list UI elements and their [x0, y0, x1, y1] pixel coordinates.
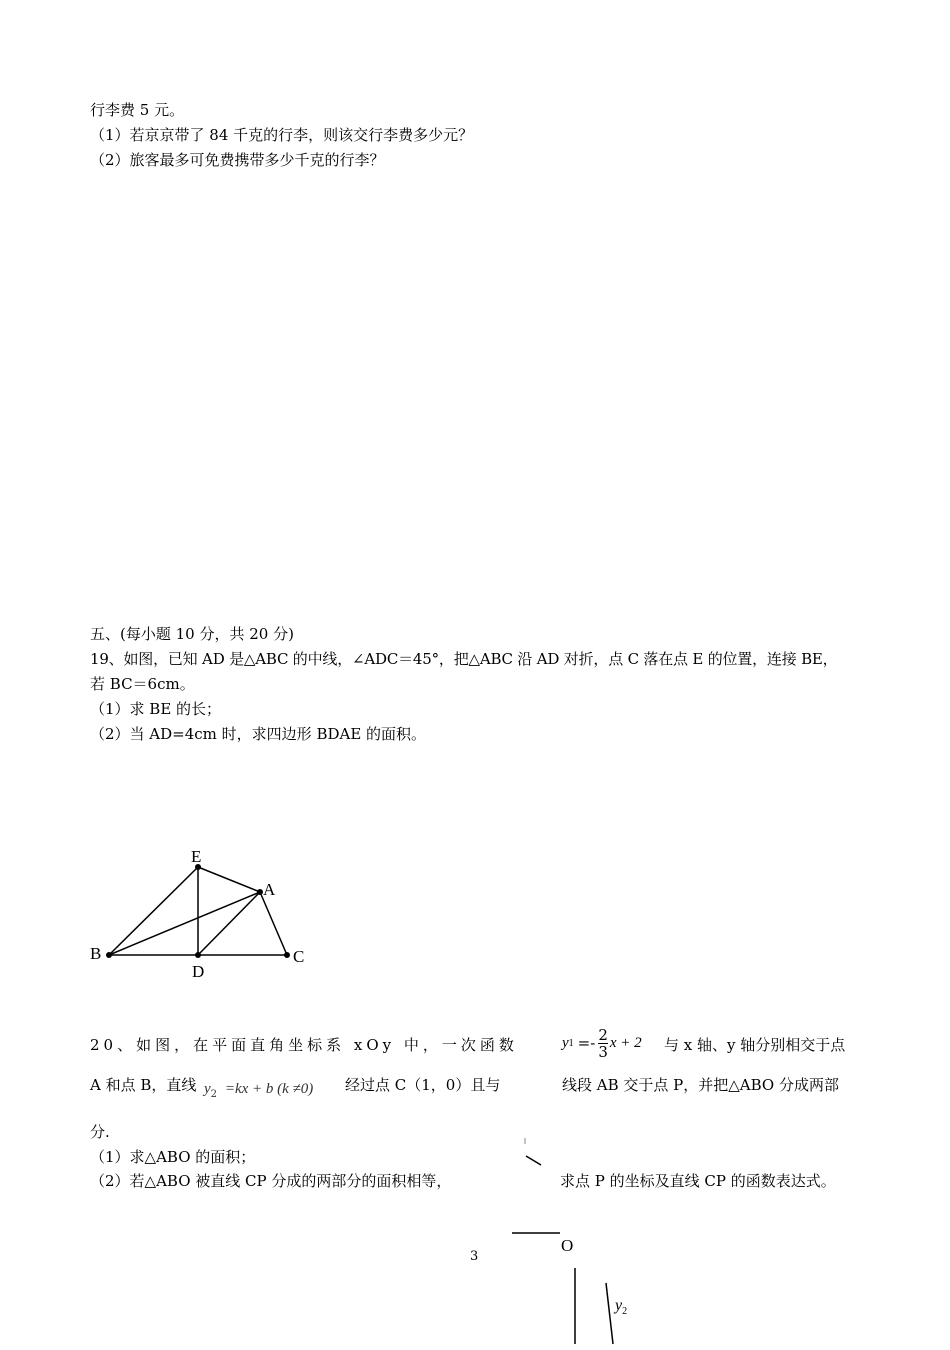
segment-BE [109, 867, 198, 955]
y1-denominator: 3 [598, 1042, 608, 1061]
q19-stem2: 若 BC＝6cm。 [90, 675, 195, 693]
q19-triangle-figure [85, 840, 325, 990]
q19-part2: （2）当 AD=4cm 时，求四边形 BDAE 的面积。 [90, 725, 427, 743]
q20-coordinate-figure [505, 1130, 665, 1350]
y2-lhs: y [204, 1081, 211, 1097]
label-D: D [192, 962, 205, 981]
q20-part2b: 求点 P 的坐标及直线 CP 的函数表达式。 [560, 1172, 836, 1190]
y2-sub: 2 [210, 1089, 218, 1100]
label-y2-sub: 2 [622, 1306, 628, 1317]
q19-stem: 19、如图，已知 AD 是△ABC 的中线，∠ADC＝45°，把△ABC 沿 AD 对折，点 C 落在点 E 的位置，连接 BE， [90, 650, 838, 668]
y1-sub: 1 [568, 1037, 574, 1049]
page-number: 3 [470, 1249, 479, 1264]
line-y2 [606, 1283, 613, 1344]
short-slant-line [526, 1156, 541, 1165]
label-y2: $y_2$ [615, 1297, 628, 1317]
segment-BA [109, 892, 260, 955]
label-E: E [191, 847, 202, 866]
q18-part1: （1）若京京带了 84 千克的行李，则该交行李费多少元？ [90, 126, 474, 144]
q20-line2-c: 线段 AB 交于点 P，并把△ABO 分成两部 [562, 1076, 839, 1094]
segment-DA [198, 892, 260, 955]
point-B [106, 952, 112, 958]
q20-part1: （1）求△ABO 的面积； [90, 1148, 256, 1166]
y2-rhs: =kx + b (k ≠0) [224, 1081, 314, 1097]
q20-after-y1: 与 x 轴、y 轴分别相交于点 [664, 1036, 846, 1054]
y1-fraction [598, 1027, 608, 1060]
label-A: A [263, 880, 276, 899]
y1-lhs: y [562, 1034, 569, 1051]
section-heading: 五、(每小题 10 分，共 20 分) [90, 625, 294, 643]
q20-line2-b: 经过点 C（1，0）且与 [345, 1076, 501, 1094]
q18-part2: （2）旅客最多可免费携带多少千克的行李？ [90, 151, 385, 169]
y1-numerator: 2 [598, 1025, 608, 1044]
y1-eq: =- [577, 1034, 596, 1052]
q20-y2-formula [204, 1079, 313, 1100]
point-C [284, 952, 290, 958]
label-O: O [561, 1236, 574, 1255]
q20-line3: 分. [90, 1123, 110, 1141]
q20-y1-formula [562, 1021, 642, 1065]
segment-AC [260, 892, 287, 955]
q19-part1: （1）求 BE 的长； [90, 700, 222, 718]
q20-lead: 20、如图，在平面直角坐标系 xOy 中，一次函数 [90, 1036, 518, 1054]
label-C: C [293, 947, 305, 966]
label-B: B [90, 944, 102, 963]
y1-tail: x + 2 [609, 1034, 642, 1051]
q20-part2a: （2）若△ABO 被直线 CP 分成的两部分的面积相等， [90, 1172, 452, 1190]
segment-EA [198, 867, 260, 892]
point-D [195, 952, 201, 958]
q18-line0: 行李费 5 元。 [90, 101, 185, 119]
q20-line2-a: A 和点 B，直线 [90, 1076, 197, 1094]
